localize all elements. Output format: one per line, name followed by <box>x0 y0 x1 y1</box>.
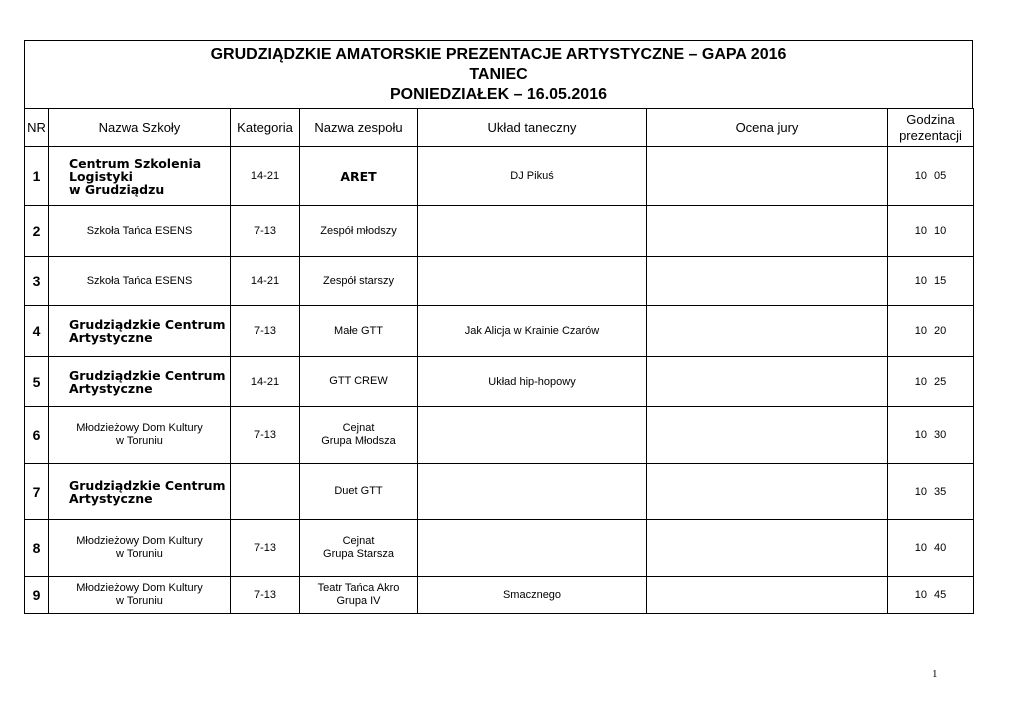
presentation-time: 10 15 <box>888 257 974 306</box>
column-header-category: Kategoria <box>231 109 300 147</box>
school-name-line: Grudziądzkie Centrum <box>69 477 226 493</box>
schedule-rows <box>25 147 974 614</box>
school-name-line: w Grudziądzu <box>69 181 165 197</box>
category: 14-21 <box>231 257 300 306</box>
school-name-line: Grudziądzkie Centrum <box>69 317 226 332</box>
school-name <box>49 206 231 257</box>
school-name-line: Artystyczne <box>69 490 153 506</box>
category: 7-13 <box>231 520 300 577</box>
school-name-line: Młodzieżowy Dom Kultury <box>76 582 203 594</box>
jury-score <box>647 407 888 464</box>
dance-routine <box>418 206 647 257</box>
team-name <box>300 206 418 257</box>
category: 7-13 <box>231 577 300 614</box>
team-name <box>300 306 418 357</box>
school-name-line: w Toruniu <box>116 595 163 607</box>
school-name <box>49 464 231 520</box>
team-name-line: Grupa Młodsza <box>321 435 396 447</box>
school-name-line: Szkoła Tańca ESENS <box>86 224 193 237</box>
school-name-line: Szkoła Tańca ESENS <box>86 274 193 287</box>
table-row <box>25 147 974 206</box>
school-name-line: w Toruniu <box>116 435 163 447</box>
page-number: 1 <box>932 668 938 680</box>
team-name-line: Grupa IV <box>336 595 381 607</box>
schedule-sheet <box>24 40 973 614</box>
school-name-line: Artystyczne <box>69 380 153 396</box>
event-title: GRUDZIĄDZKIE AMATORSKIE PREZENTACJE ARTYSTYCZNE – GAPA 2016 <box>210 45 787 63</box>
jury-score <box>647 257 888 306</box>
jury-score <box>647 577 888 614</box>
school-name-line: Logistyki <box>69 168 133 184</box>
team-name-line: Cejnat <box>342 422 375 434</box>
dance-routine: Jak Alicja w Krainie Czarów <box>418 306 647 357</box>
school-name <box>49 357 231 407</box>
jury-score <box>647 357 888 407</box>
category <box>231 464 300 520</box>
category: 14-21 <box>231 147 300 206</box>
team-name <box>300 464 418 520</box>
row-number: 9 <box>25 577 49 614</box>
column-header-team: Nazwa zespołu <box>300 109 418 147</box>
team-name <box>300 147 418 206</box>
dance-routine: DJ Pikuś <box>418 147 647 206</box>
team-name <box>300 407 418 464</box>
category: 7-13 <box>231 206 300 257</box>
team-name-line: Duet GTT <box>334 485 383 497</box>
row-number: 8 <box>25 520 49 577</box>
table-row <box>25 257 974 306</box>
school-name-line: w Toruniu <box>116 548 163 560</box>
row-number: 5 <box>25 357 49 407</box>
date-title: PONIEDZIAŁEK – 16.05.2016 <box>390 85 607 103</box>
team-name-line: Grupa Starsza <box>323 548 394 560</box>
dance-routine <box>418 257 647 306</box>
category: 14-21 <box>231 357 300 407</box>
row-number: 6 <box>25 407 49 464</box>
team-name-line: Zespół starszy <box>323 274 394 287</box>
category: 7-13 <box>231 306 300 357</box>
dance-routine <box>418 520 647 577</box>
jury-score <box>647 206 888 257</box>
document-header <box>24 40 973 108</box>
school-name <box>49 147 231 206</box>
school-name <box>49 520 231 577</box>
dance-routine <box>418 464 647 520</box>
team-name-line: ARET <box>340 168 377 184</box>
team-name <box>300 577 418 614</box>
column-header-dance: Układ taneczny <box>418 109 647 147</box>
jury-score <box>647 464 888 520</box>
presentation-time: 10 35 <box>888 464 974 520</box>
school-name <box>49 257 231 306</box>
school-name-line: Młodzieżowy Dom Kultury <box>76 422 203 434</box>
schedule-table <box>24 108 974 614</box>
row-number: 2 <box>25 206 49 257</box>
team-name-line: Małe GTT <box>334 324 383 337</box>
school-name-line: Centrum Szkolenia <box>69 155 202 171</box>
presentation-time: 10 20 <box>888 306 974 357</box>
team-name <box>300 520 418 577</box>
column-header-time: Godzina prezentacji <box>888 109 974 147</box>
team-name <box>300 257 418 306</box>
table-row <box>25 520 974 577</box>
dance-routine: Smacznego <box>418 577 647 614</box>
school-name-line: Artystyczne <box>69 330 153 345</box>
presentation-time: 10 10 <box>888 206 974 257</box>
header-row <box>25 109 974 147</box>
category: 7-13 <box>231 407 300 464</box>
column-header-school: Nazwa Szkoły <box>49 109 231 147</box>
presentation-time: 10 05 <box>888 147 974 206</box>
school-name <box>49 306 231 357</box>
team-name-line: Teatr Tańca Akro <box>317 582 400 594</box>
presentation-time: 10 45 <box>888 577 974 614</box>
row-number: 3 <box>25 257 49 306</box>
row-number: 4 <box>25 306 49 357</box>
table-row <box>25 206 974 257</box>
column-header-nr: NR <box>25 109 49 147</box>
table-row <box>25 577 974 614</box>
dance-routine <box>418 407 647 464</box>
row-number: 1 <box>25 147 49 206</box>
column-header-jury: Ocena jury <box>647 109 888 147</box>
school-name-line: Młodzieżowy Dom Kultury <box>76 535 203 547</box>
school-name <box>49 577 231 614</box>
row-number: 7 <box>25 464 49 520</box>
dance-routine: Układ hip-hopowy <box>418 357 647 407</box>
presentation-time: 10 25 <box>888 357 974 407</box>
presentation-time: 10 30 <box>888 407 974 464</box>
jury-score <box>647 306 888 357</box>
team-name-line: Zespół młodszy <box>320 224 397 237</box>
school-name <box>49 407 231 464</box>
jury-score <box>647 520 888 577</box>
discipline-title: TANIEC <box>469 65 528 83</box>
team-name-line: Cejnat <box>342 535 375 547</box>
table-row <box>25 306 974 357</box>
team-name <box>300 357 418 407</box>
team-name-line: GTT CREW <box>329 375 388 387</box>
presentation-time: 10 40 <box>888 520 974 577</box>
school-name-line: Grudziądzkie Centrum <box>69 367 226 383</box>
table-row <box>25 464 974 520</box>
table-row <box>25 407 974 464</box>
jury-score <box>647 147 888 206</box>
table-row <box>25 357 974 407</box>
